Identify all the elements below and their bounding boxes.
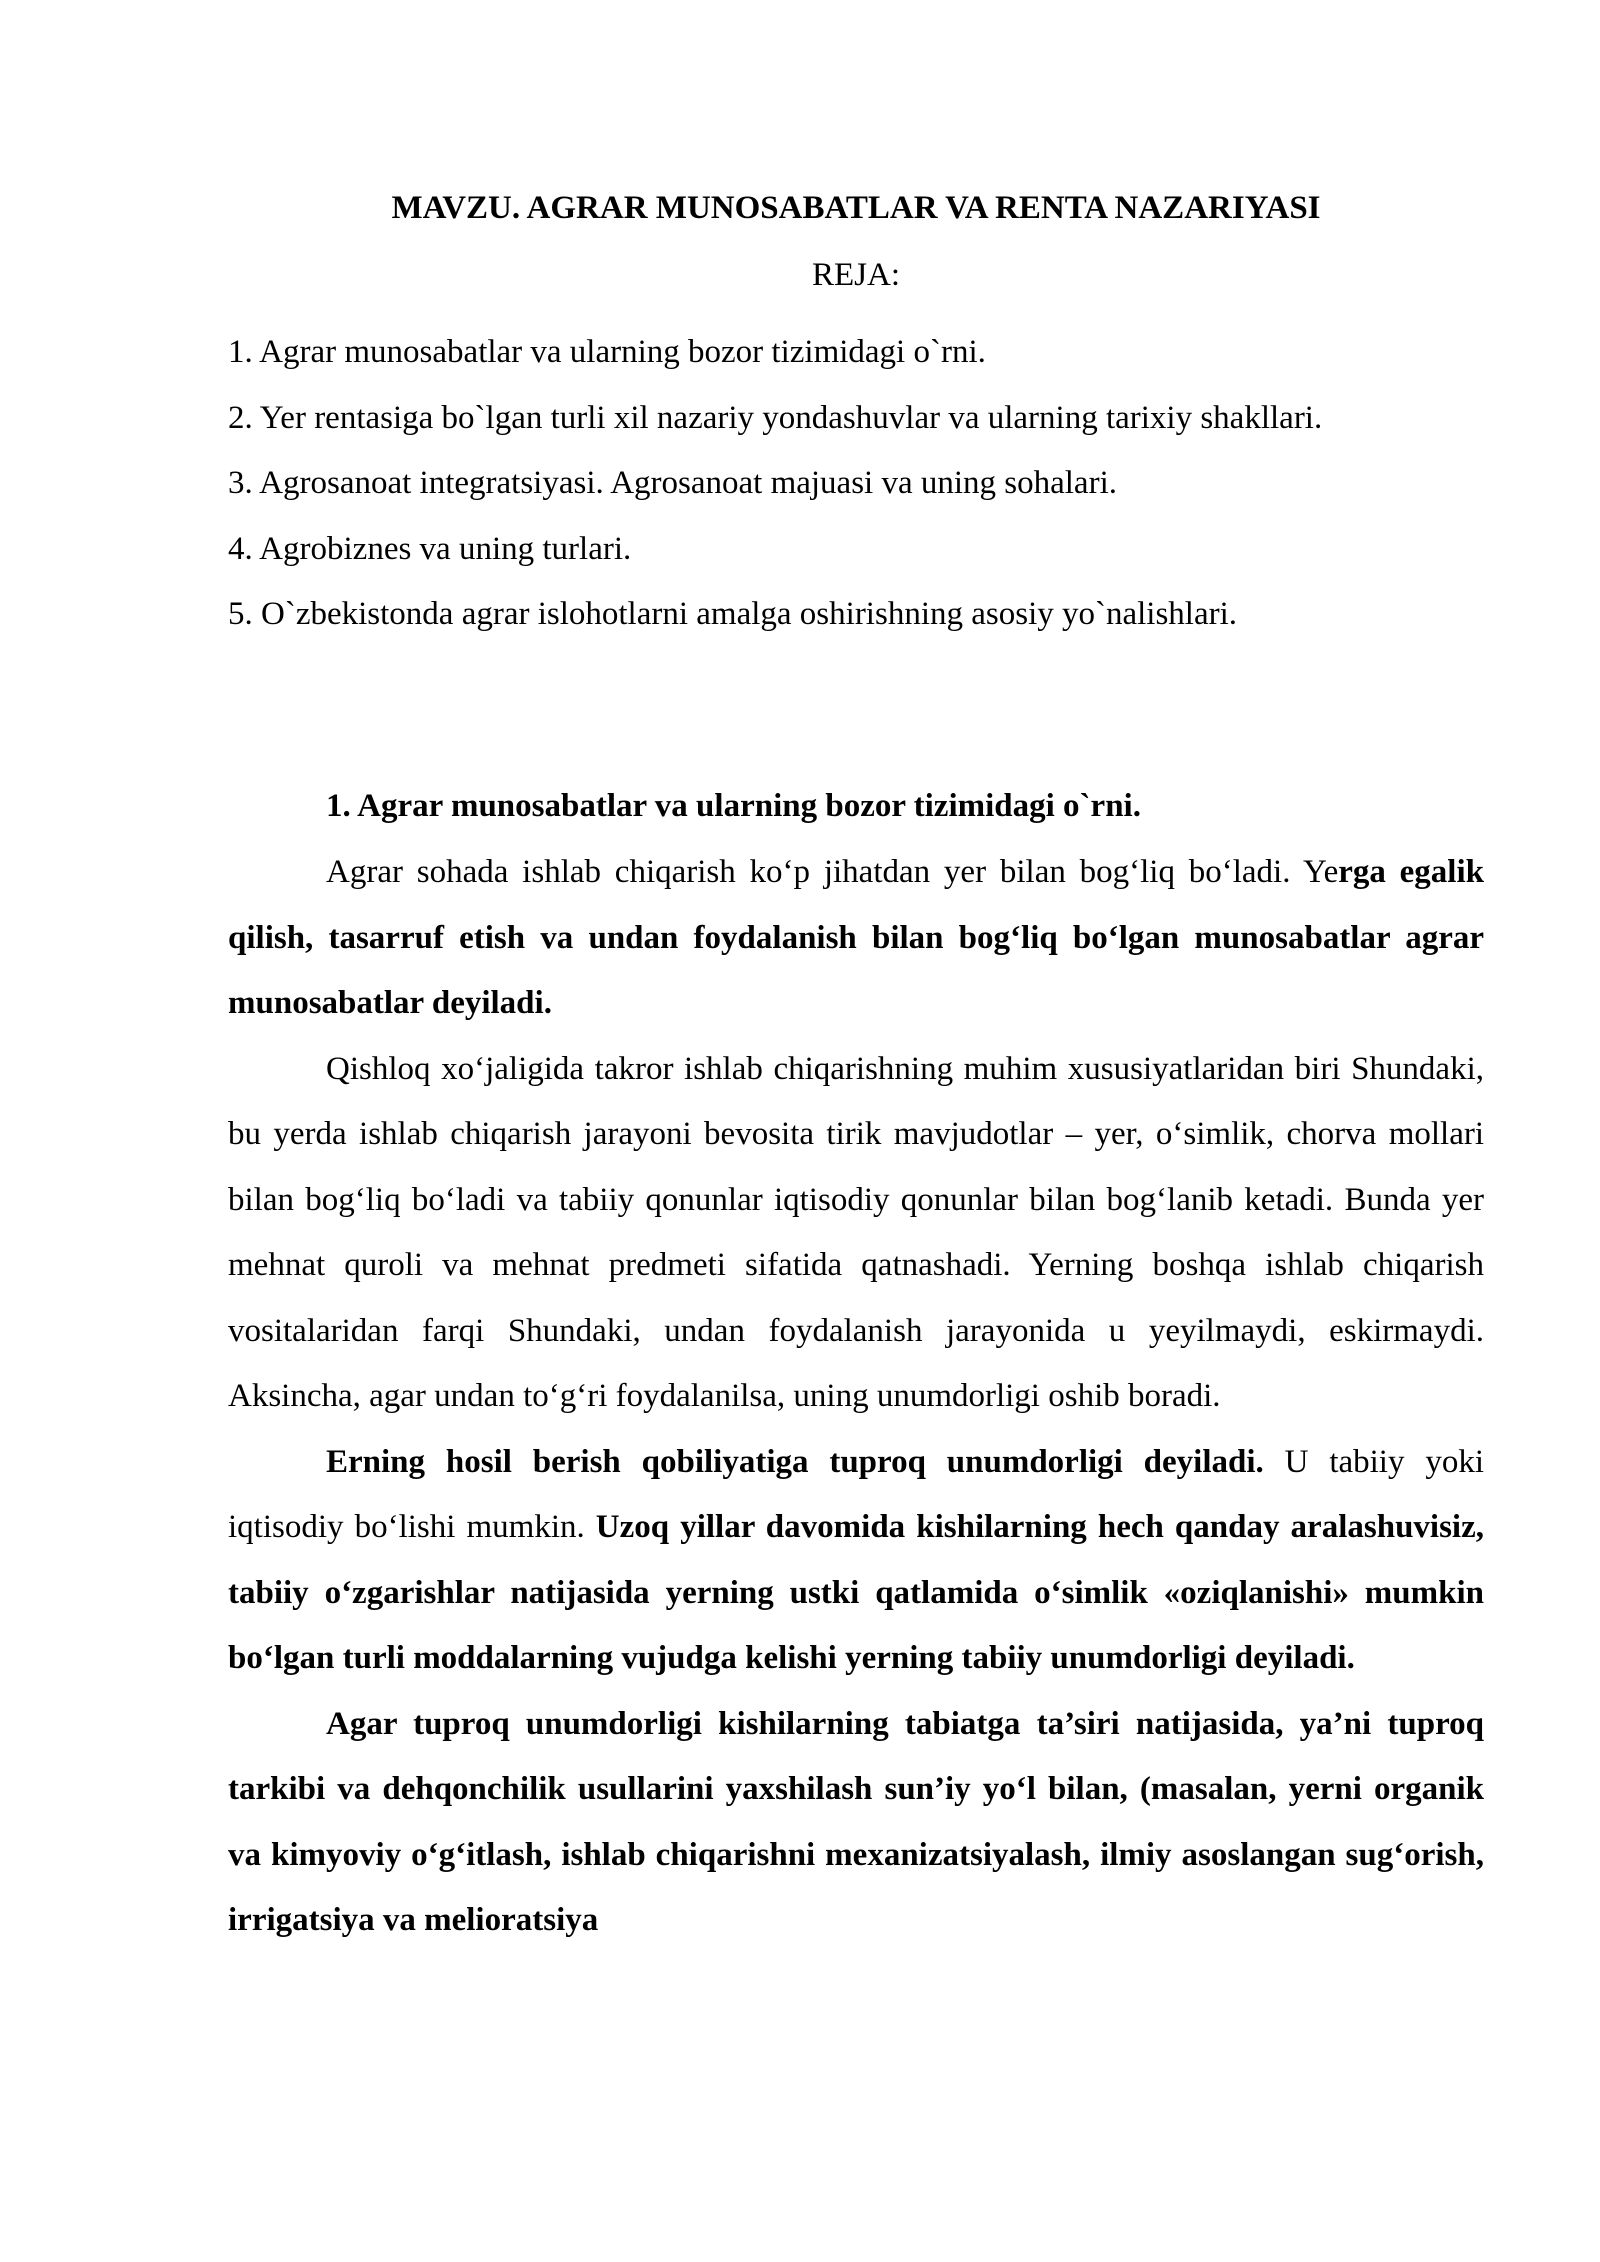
- plan-item: 2. Yer rentasiga bo`lgan turli xil nazariy yondashuvlar va ularning tarixiy shakllari.: [228, 399, 1323, 436]
- paragraph-4-text: Agar tuproq unumdorligi kishilarning tabiatga ta’siri natijasida, ya’ni tuproq tarkibi va dehqonchilik usullarini yaxshilash sun’iy yo‘l bilan, (masalan, yerni organik va kimyoviy o‘g‘itlash, ishlab chiqarishni mexanizatsiyalash, ilmiy asoslangan sug‘orish, irrigatsiya va melioratsiya: [228, 1705, 1484, 1938]
- paragraph-1-definition: rga egalik qilish, tasarruf etish va undan foydalanish bilan bog‘liq bo‘lgan munosabatlar agrar munosabatlar deyiladi.: [228, 854, 1484, 1021]
- paragraph-3: [228, 1430, 1484, 1692]
- section-body: [228, 840, 1484, 1954]
- paragraph-1: [228, 840, 1484, 1037]
- paragraph-1-text: Agrar sohada ishlab chiqarish ko‘p jihatdan yer bilan bog‘liq bo‘ladi. Ye: [326, 854, 1339, 890]
- paragraph-4: [228, 1692, 1484, 1954]
- plan-item: 5. O`zbekistonda agrar islohotlarni amalga oshirishning asosiy yo`nalishlari.: [228, 596, 1238, 632]
- paragraph-3-definition: Erning hosil berish qobiliyatiga tuproq unumdorligi deyiladi.: [326, 1443, 1264, 1480]
- plan-label: REJA:: [811, 257, 900, 293]
- plan-item: 1. Agrar munosabatlar va ularning bozor tizimidagi o`rni.: [228, 334, 986, 370]
- paragraph-3-definition-2: Uzoq yillar davomida kishilarning hech qanday aralashuvisiz, tabiiy o‘zgarishlar natijasida yerning ustki qatlamida o‘simlik «oziqlanishi» mumkin bo‘lgan turli moddalarning vujudga kelishi yerning tabiiy unumdorligi deyiladi.: [228, 1509, 1484, 1676]
- document-title: MAVZU. AGRAR MUNOSABATLAR VA RENTA NAZARIYASI: [391, 190, 1321, 226]
- plan-item: 4. Agrobiznes va uning turlari.: [228, 530, 632, 567]
- plan-list: [228, 320, 1484, 648]
- plan-item: 3. Agrosanoat integratsiyasi. Agrosanoat majuasi va uning sohalari.: [228, 465, 1117, 501]
- paragraph-3-text: U tabiiy yoki iqtisodiy bo‘lishi mumkin.: [228, 1443, 1484, 1545]
- paragraph-2: Qishloq xo‘jaligida takror ishlab chiqarishning muhim xususiyatlaridan biri Shundaki, bu yerda ishlab chiqarish jarayoni bevosita tirik mavjudotlar – yer, o‘simlik, chorva mollari bilan bog‘liq bo‘ladi va tabiiy qonunlar iqtisodiy qonunlar bilan bog‘lanib ketadi. Bunda yer mehnat quroli va mehnat predmeti sifatida qatnashadi. Yerning boshqa ishlab chiqarish vositalaridan farqi Shundaki, undan foydalanish jarayonida u yeyilmaydi, eskirmaydi. Aksincha, agar undan to‘g‘ri foydalanilsa, uning unumdorligi oshib boradi.: [228, 1050, 1484, 1414]
- section-heading: 1. Agrar munosabatlar va ularning bozor tizimidagi o`rni.: [326, 788, 1141, 824]
